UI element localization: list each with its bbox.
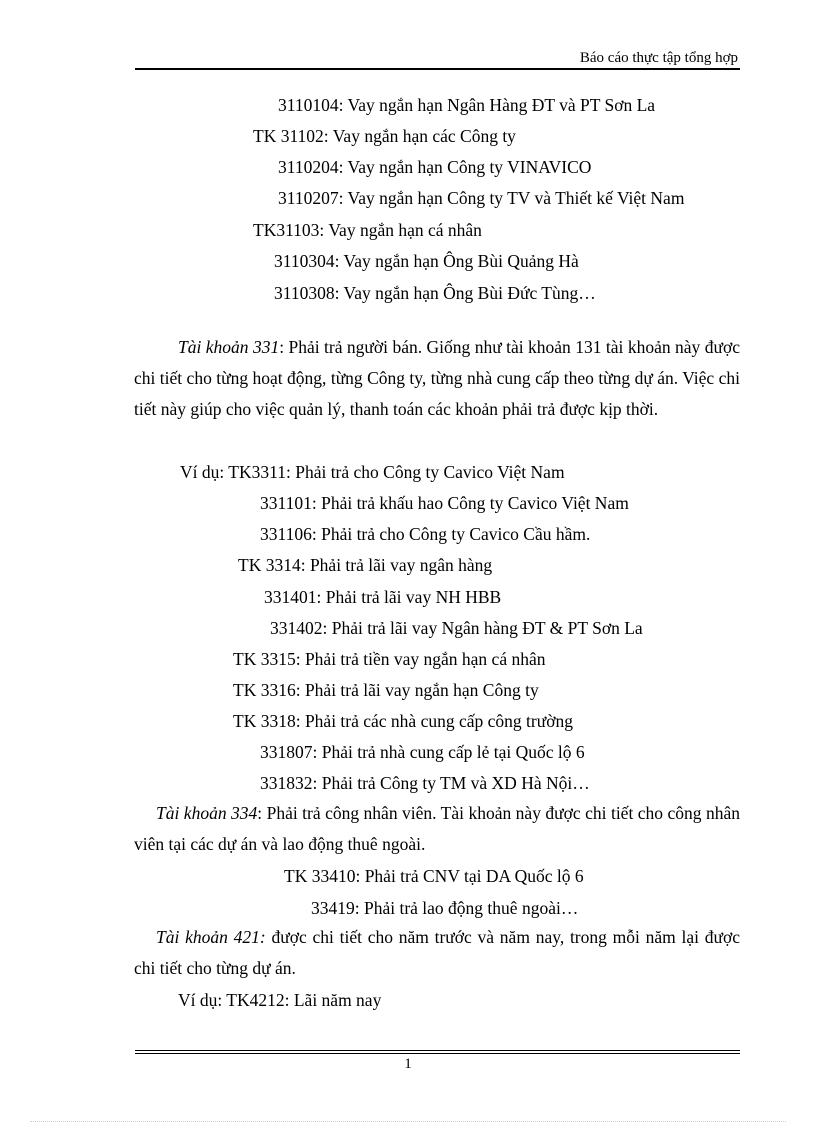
paragraph-account-331 [134, 332, 740, 425]
footer-rule [135, 1050, 740, 1051]
account-line: 3110308: Vay ngắn hạn Ông Bùi Đức Tùng… [274, 283, 596, 303]
account-line: 331106: Phải trả cho Công ty Cavico Cầu hầm. [260, 524, 591, 544]
account-line: 33419: Phải trả lao động thuê ngoài… [311, 898, 579, 918]
account-line: 3110207: Vay ngắn hạn Công ty TV và Thiết kế Việt Nam [278, 188, 685, 208]
account-line: 331402: Phải trả lãi vay Ngân hàng ĐT & PT Sơn La [270, 618, 643, 638]
account-line: TK 31102: Vay ngắn hạn các Công ty [253, 126, 516, 146]
paragraph-account-421 [134, 922, 740, 984]
account-line: TK 3316: Phải trả lãi vay ngắn hạn Công ty [233, 680, 539, 700]
page-number: 1 [404, 1056, 412, 1072]
account-label: Tài khoản 334 [156, 803, 258, 823]
account-line: 3110104: Vay ngắn hạn Ngân Hàng ĐT và PT Sơn La [278, 95, 656, 115]
page-edge-dots [30, 1121, 786, 1122]
account-line: TK 3315: Phải trả tiền vay ngắn hạn cá nhân [233, 649, 546, 669]
account-line: 331101: Phải trả khấu hao Công ty Cavico Việt Nam [260, 493, 629, 513]
account-line: 3110304: Vay ngắn hạn Ông Bùi Quảng Hà [274, 251, 579, 271]
paragraph-text: : Phải trả công nhân viên. Tài khoản này được chi tiết cho công nhân viên tại các dự án và lao động thuê ngoài. [134, 803, 740, 854]
account-line: 331832: Phải trả Công ty TM và XD Hà Nội… [260, 773, 590, 793]
account-line: TK 3314: Phải trả lãi vay ngân hàng [238, 555, 493, 575]
account-label: Tài khoản 331 [178, 337, 280, 357]
account-line: 331401: Phải trả lãi vay NH HBB [264, 587, 502, 607]
account-line: 3110204: Vay ngắn hạn Công ty VINAVICO [278, 157, 592, 177]
paragraph-text: : Phải trả người bán. Giống như tài khoản 131 tài khoản này được chi tiết cho từng hoạt động, từng Công ty, từng nhà cung cấp theo từng dự án. Việc chi tiết này giúp cho việc quản lý, thanh toán các khoản phải trả được kịp thời. [134, 337, 740, 419]
running-header: Báo cáo thực tập tổng hợp [579, 50, 738, 66]
footer-rule [135, 1053, 740, 1054]
account-line: 331807: Phải trả nhà cung cấp lẻ tại Quốc lộ 6 [260, 742, 585, 762]
paragraph-text: được chi tiết cho năm trước và năm nay, trong mỗi năm lại được chi tiết cho từng dự án. [134, 927, 740, 978]
example-line: Ví dụ: TK4212: Lãi năm nay [178, 990, 382, 1010]
account-line: TK 33410: Phải trả CNV tại DA Quốc lộ 6 [284, 866, 584, 886]
account-line: Ví dụ: TK3311: Phải trả cho Công ty Cavico Việt Nam [180, 462, 565, 482]
account-label: Tài khoản 421: [156, 927, 266, 947]
paragraph-account-334 [134, 798, 740, 860]
account-line: TK31103: Vay ngắn hạn cá nhân [253, 220, 482, 240]
account-line: TK 3318: Phải trả các nhà cung cấp công trường [233, 711, 573, 731]
header-rule [135, 68, 740, 70]
